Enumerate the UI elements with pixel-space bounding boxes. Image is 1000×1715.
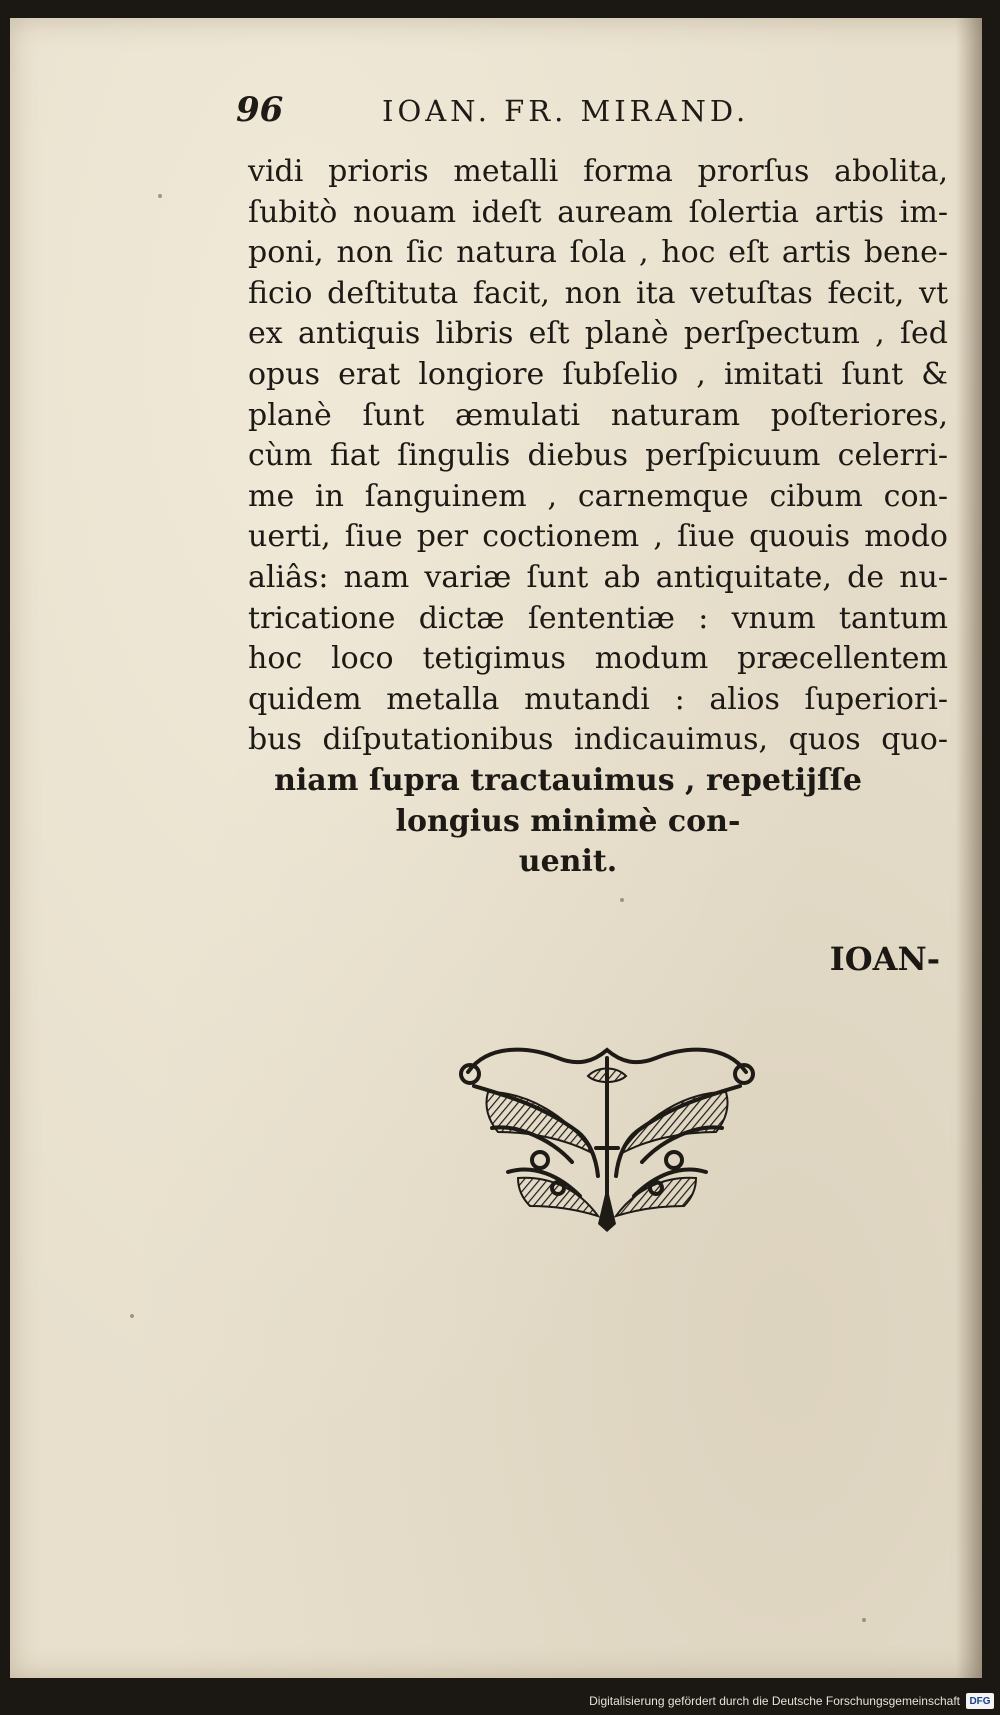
dfg-logo-icon: DFG bbox=[966, 1693, 994, 1709]
closing-line: longius minimè con- bbox=[395, 803, 741, 839]
paper-speck bbox=[130, 1314, 134, 1318]
running-head: IOAN. FR. MIRAND. bbox=[382, 94, 750, 128]
text-line: cùm fiat ſingulis diebus perſpicuum celerri- bbox=[248, 438, 948, 474]
text-line: uerti, ſiue per coctionem , ſiue quouis modo bbox=[248, 519, 948, 555]
body-text bbox=[248, 152, 948, 883]
text-line: poni, non ſic natura ſola , hoc eſt artis bene- bbox=[248, 235, 948, 271]
text-line: ſubitò nouam ideſt auream ſolertia artis im- bbox=[248, 194, 948, 230]
page-gutter-shadow bbox=[956, 18, 982, 1678]
fleuron-ornament-icon bbox=[448, 1036, 766, 1234]
digitization-footer bbox=[589, 1689, 994, 1713]
paper-speck bbox=[620, 898, 624, 902]
book-page bbox=[10, 18, 982, 1678]
catchword: IOAN- bbox=[829, 940, 940, 978]
text-line: ex antiquis libris eſt planè perſpectum , ſed bbox=[248, 316, 948, 352]
closing-line: uenit. bbox=[518, 844, 618, 880]
page-header bbox=[236, 90, 856, 140]
text-line: tricatione dictæ ſententiæ : vnum tantum bbox=[248, 600, 948, 636]
text-line: opus erat longiore ſubſelio , imitati ſunt & bbox=[248, 356, 948, 392]
text-line: me in ſanguinem , carnemque cibum con- bbox=[248, 478, 948, 514]
footer-credit: Digitalisierung gefördert durch die Deutsche Forschungsgemeinschaft bbox=[589, 1694, 960, 1708]
paper-speck bbox=[158, 194, 162, 198]
text-line: quidem metalla mutandi : alios ſuperiori- bbox=[248, 681, 948, 717]
page-number: 96 bbox=[236, 90, 284, 130]
closing-line: niam ſupra tractauimus , repetijſſe bbox=[274, 762, 862, 798]
text-line: bus diſputationibus indicauimus, quos quo- bbox=[248, 722, 948, 758]
text-line: ficio deſtituta facit, non ita vetuſtas fecit, vt bbox=[248, 275, 948, 311]
text-line: hoc loco tetigimus modum præcellentem bbox=[248, 641, 948, 677]
paper-speck bbox=[862, 1618, 866, 1622]
text-line: vidi prioris metalli forma prorſus abolita, bbox=[248, 154, 948, 189]
text-line: aliâs: nam variæ ſunt ab antiquitate, de nu- bbox=[248, 559, 948, 595]
text-line: planè ſunt æmulati naturam poſteriores, bbox=[248, 397, 948, 433]
